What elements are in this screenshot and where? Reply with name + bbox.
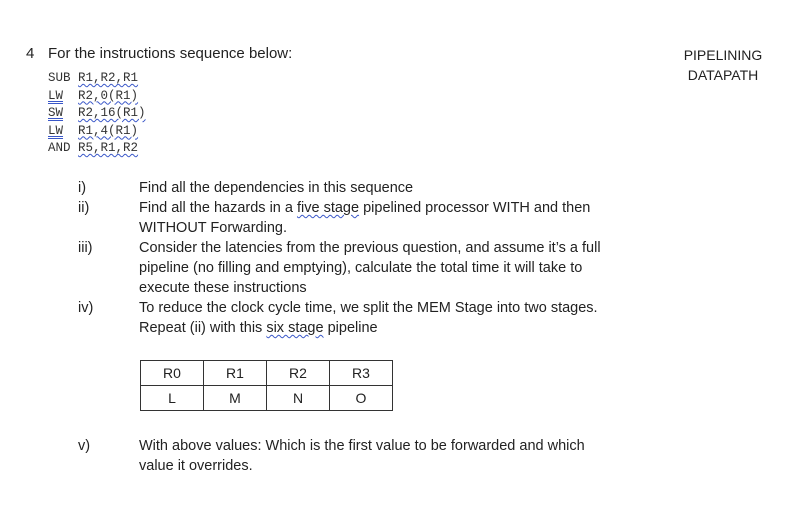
text-segment: Find all the hazards in a — [139, 200, 297, 216]
table-header-cell: R3 — [330, 361, 393, 386]
table-cell: M — [204, 386, 267, 411]
table-header-cell: R2 — [267, 361, 330, 386]
text-segment: pipeline — [323, 320, 378, 336]
table-header-cell: R1 — [204, 361, 267, 386]
instruction-line — [48, 88, 146, 106]
opcode: SW — [48, 106, 64, 120]
table-row — [141, 386, 393, 411]
item-number: ii) — [78, 200, 90, 216]
instruction-line — [48, 123, 146, 141]
text-segment: With above values: Which is the first value to be forwarded and which — [139, 438, 585, 454]
table-cell: L — [141, 386, 204, 411]
item-text — [139, 198, 639, 238]
table-header-row — [141, 361, 393, 386]
opcode: LW — [48, 123, 64, 138]
section-label-line1: PIPELINING — [683, 47, 763, 63]
item-number: iv) — [78, 300, 94, 316]
operands: R2,16(R1) — [78, 106, 146, 120]
item-number: v) — [78, 438, 91, 454]
opcode: SUB — [48, 71, 71, 85]
register-table — [140, 360, 393, 411]
section-label — [672, 45, 774, 85]
item-text — [139, 436, 639, 476]
text-segment: Repeat (ii) with this — [139, 320, 267, 336]
text-segment: To reduce the clock cycle time, we split the MEM Stage into two stages. — [139, 300, 598, 316]
item-text — [139, 238, 639, 298]
text-segment: pipelined processor WITH and then — [359, 200, 591, 216]
item-text: Find all the dependencies in this sequence — [139, 180, 414, 196]
section-label-line2: DATAPATH — [687, 67, 759, 83]
text-segment: Consider the latencies from the previous question, and assume it’s a full — [139, 240, 601, 256]
text-segment: value it overrides. — [139, 458, 253, 474]
underlined-term: six stage — [266, 320, 324, 336]
text-segment: execute these instructions — [139, 280, 307, 296]
operands: R5,R1,R2 — [78, 141, 139, 155]
question-title: For the instructions sequence below: — [48, 45, 293, 62]
table-cell: N — [267, 386, 330, 411]
opcode: LW — [48, 88, 64, 103]
operands: R2,0(R1) — [78, 88, 139, 103]
instruction-sequence — [48, 70, 146, 158]
text-segment: pipeline (no filling and emptying), calculate the total time it will take to — [139, 260, 583, 276]
text-segment: WITHOUT Forwarding. — [139, 220, 287, 236]
opcode: AND — [48, 141, 71, 155]
instruction-line — [48, 105, 146, 123]
instruction-line — [48, 70, 146, 88]
item-text — [139, 298, 639, 338]
underlined-term: five stage — [296, 200, 360, 216]
table-cell: O — [330, 386, 393, 411]
operands: R1,R2,R1 — [78, 71, 139, 85]
item-number: i) — [78, 180, 87, 196]
question-number: 4 — [26, 45, 35, 62]
item-number: iii) — [78, 240, 93, 256]
operands: R1,4(R1) — [78, 123, 139, 138]
instruction-line — [48, 140, 146, 158]
table-header-cell: R0 — [141, 361, 204, 386]
